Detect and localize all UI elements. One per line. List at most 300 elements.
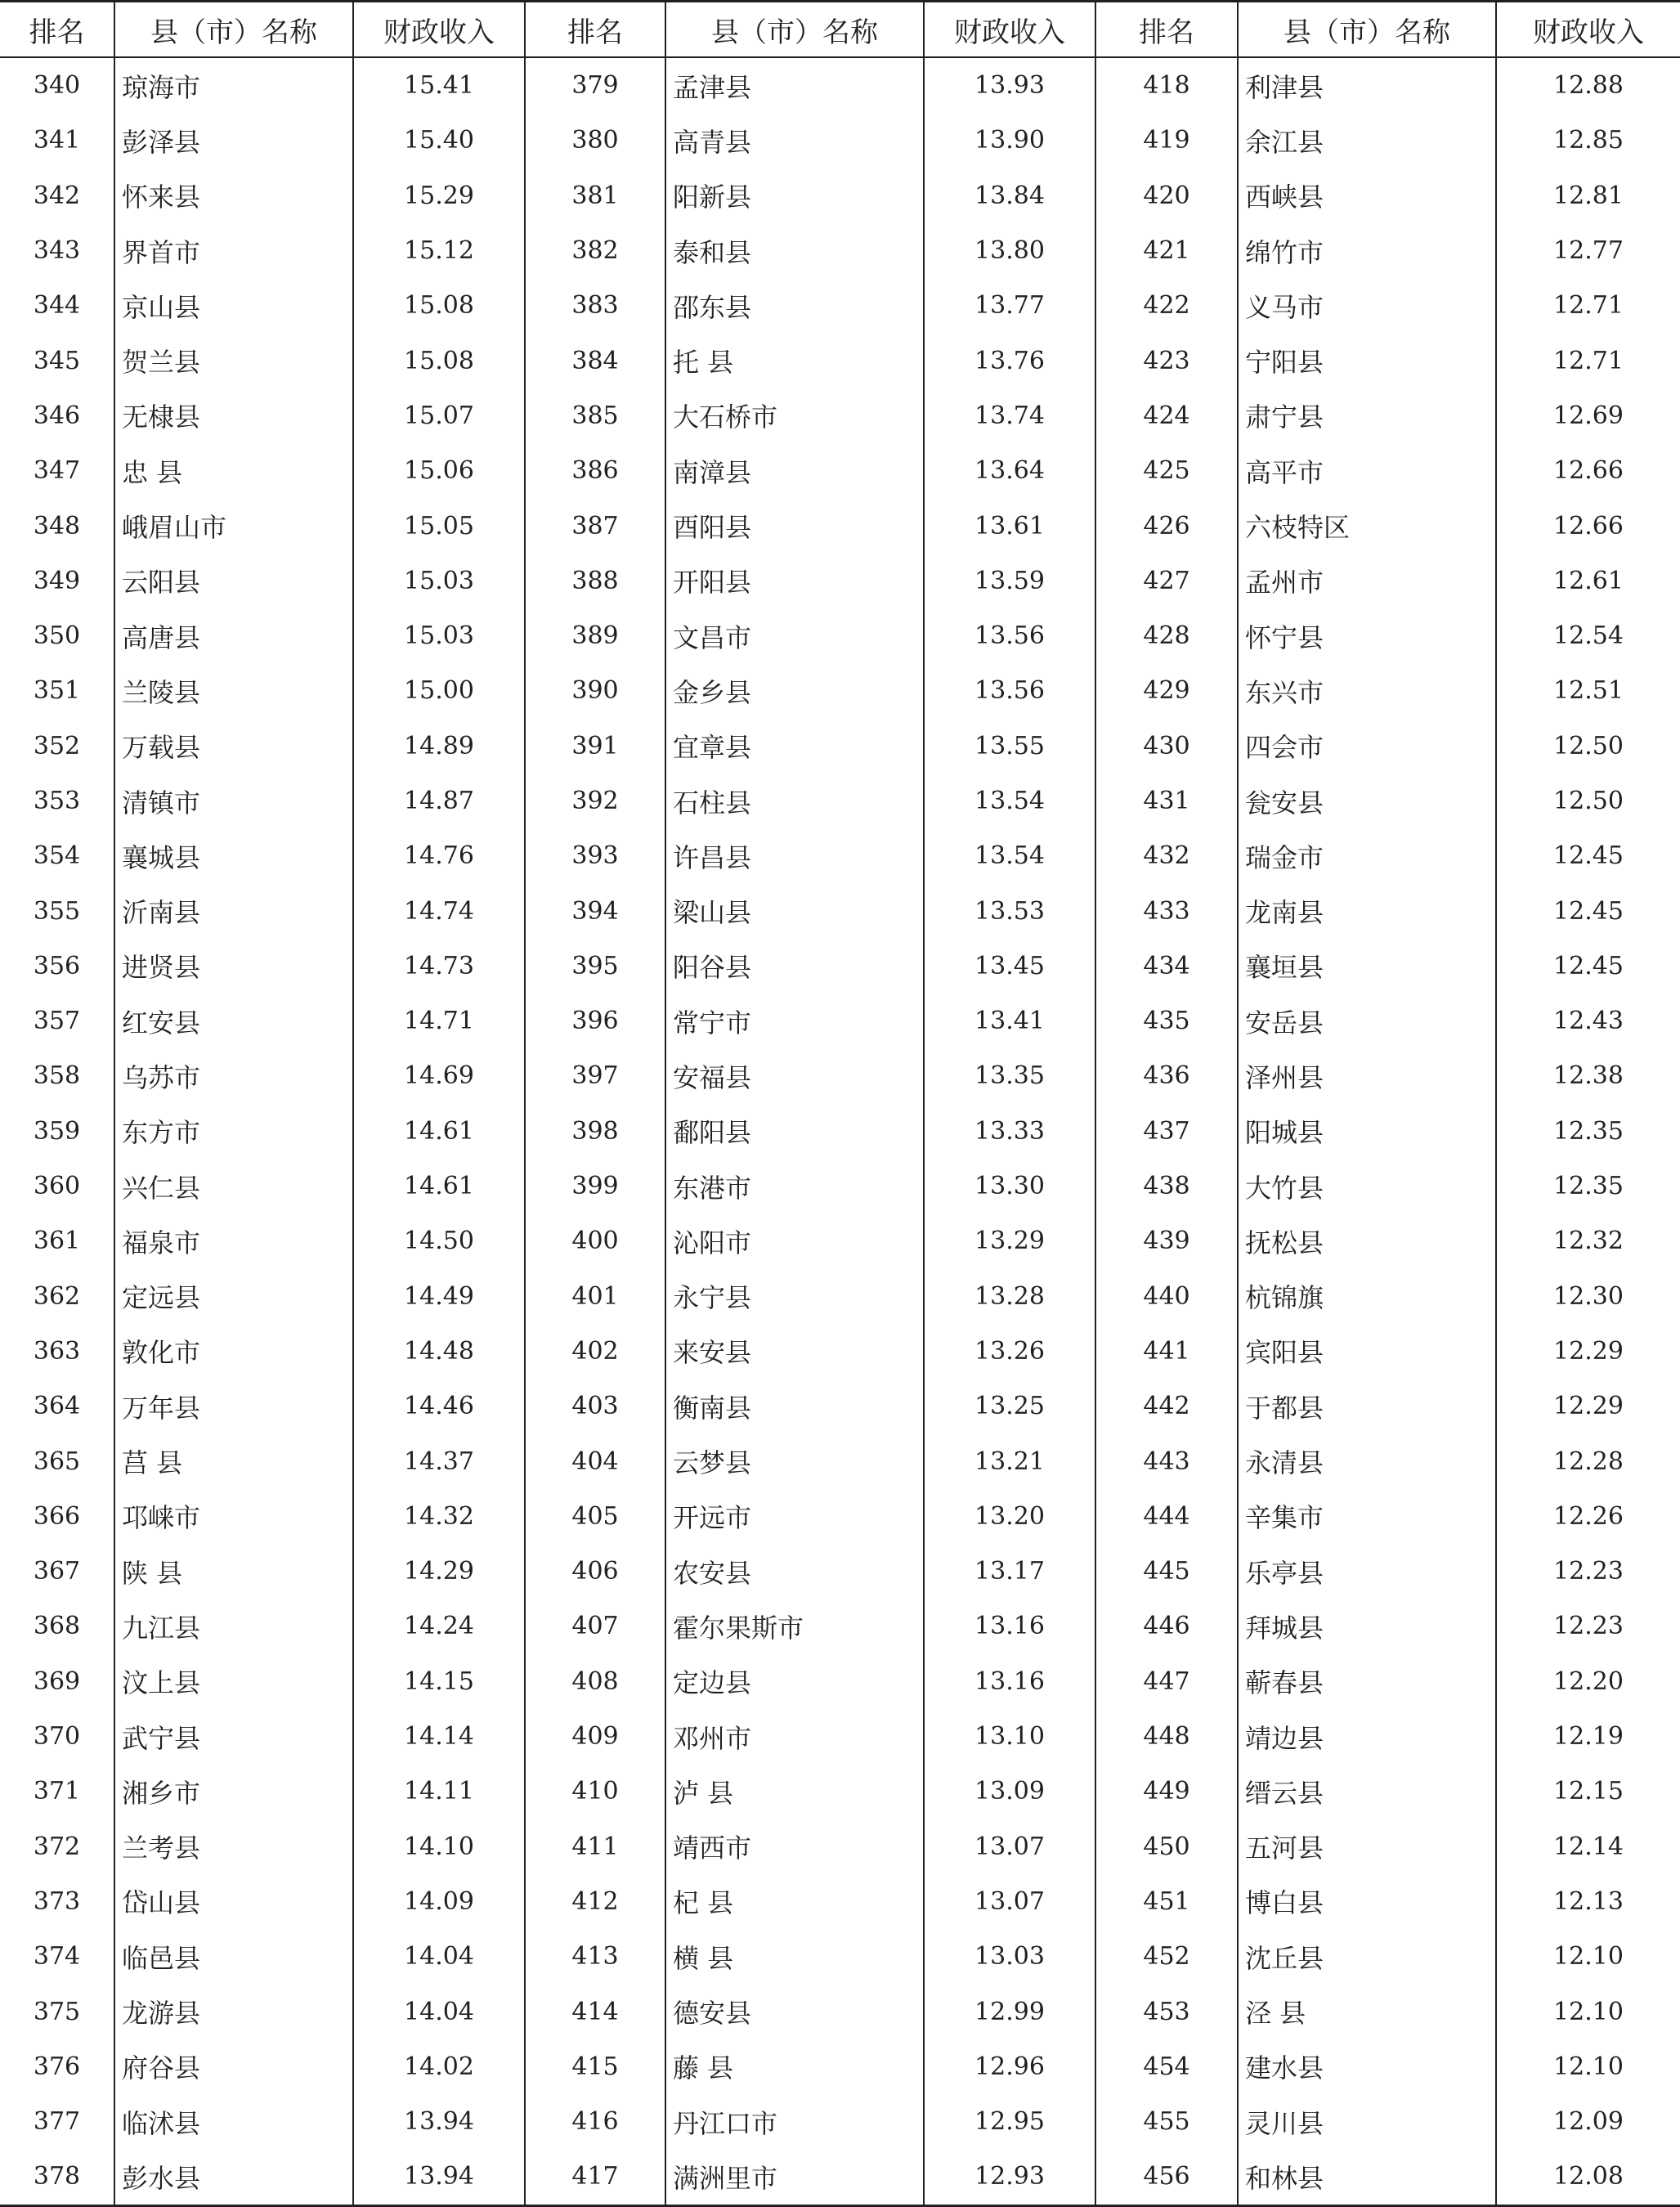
revenue-cell: 14.09 xyxy=(353,1874,525,1929)
rank-cell: 393 xyxy=(525,828,665,883)
rank-cell: 384 xyxy=(525,333,665,388)
rank-cell: 433 xyxy=(1095,883,1238,938)
county-name-cell: 永宁县 xyxy=(665,1269,924,1324)
county-name-cell: 乐亭县 xyxy=(1238,1544,1496,1599)
rank-cell: 409 xyxy=(525,1709,665,1764)
county-name-cell: 莒 县 xyxy=(114,1433,353,1488)
county-name-cell: 西峡县 xyxy=(1238,168,1496,223)
rank-cell: 388 xyxy=(525,554,665,608)
rank-cell: 347 xyxy=(0,443,114,498)
revenue-cell: 13.94 xyxy=(353,2149,525,2205)
table-row xyxy=(0,1654,1680,1709)
revenue-cell: 12.51 xyxy=(1553,676,1624,706)
rank-cell: 367 xyxy=(0,1544,114,1599)
county-name-cell: 红安县 xyxy=(114,994,353,1048)
table-row xyxy=(0,1489,1680,1544)
rank-cell: 346 xyxy=(0,388,114,443)
county-name-cell: 杞 县 xyxy=(665,1874,924,1929)
county-name-cell: 临沭县 xyxy=(114,2094,353,2149)
table-row xyxy=(0,278,1680,333)
county-name-cell: 怀宁县 xyxy=(1238,608,1496,663)
county-name-cell: 敦化市 xyxy=(114,1324,353,1379)
county-name-cell: 彭水县 xyxy=(114,2149,353,2205)
rank-cell: 344 xyxy=(0,278,114,333)
rank-cell: 408 xyxy=(525,1654,665,1709)
rank-cell: 373 xyxy=(0,1874,114,1929)
county-name-cell: 建水县 xyxy=(1238,2039,1496,2094)
county-name-cell: 满洲里市 xyxy=(665,2149,924,2205)
revenue-cell: 14.71 xyxy=(353,994,525,1048)
county-name-cell: 孟津县 xyxy=(665,57,924,113)
county-name-cell: 忠 县 xyxy=(114,443,353,498)
revenue-cell: 14.15 xyxy=(353,1654,525,1709)
revenue-cell: 12.32 xyxy=(1553,1227,1624,1256)
rank-cell: 450 xyxy=(1095,1819,1238,1874)
county-name-cell: 沈丘县 xyxy=(1238,1929,1496,1984)
county-name-cell: 宁阳县 xyxy=(1238,333,1496,388)
rank-cell: 423 xyxy=(1095,333,1238,388)
rank-cell: 391 xyxy=(525,719,665,774)
county-name-cell: 利津县 xyxy=(1238,57,1496,113)
county-name-cell: 府谷县 xyxy=(114,2039,353,2094)
revenue-cell: 12.20 xyxy=(1553,1666,1624,1696)
rank-cell: 362 xyxy=(0,1269,114,1324)
table-row xyxy=(0,2149,1680,2205)
revenue-cell: 15.03 xyxy=(353,554,525,608)
revenue-cell: 12.30 xyxy=(1553,1281,1624,1311)
county-name-cell: 石柱县 xyxy=(665,774,924,828)
revenue-cell: 12.66 xyxy=(1553,511,1624,541)
revenue-cell: 12.71 xyxy=(1553,291,1624,321)
county-name-cell: 怀来县 xyxy=(114,168,353,223)
rank-cell: 341 xyxy=(0,113,114,168)
table-row xyxy=(0,774,1680,828)
revenue-cell: 12.35 xyxy=(1553,1116,1624,1146)
county-name-cell: 兴仁县 xyxy=(114,1159,353,1213)
county-name-cell: 拜城县 xyxy=(1238,1599,1496,1653)
table-row xyxy=(0,168,1680,223)
county-name-cell: 东方市 xyxy=(114,1104,353,1159)
rank-cell: 454 xyxy=(1095,2039,1238,2094)
rank-cell: 356 xyxy=(0,939,114,994)
county-name-cell: 六枝特区 xyxy=(1238,498,1496,553)
rank-cell: 382 xyxy=(525,223,665,278)
revenue-cell: 13.53 xyxy=(924,883,1095,938)
rank-cell: 371 xyxy=(0,1764,114,1819)
table-row xyxy=(0,663,1680,718)
rank-cell: 443 xyxy=(1095,1433,1238,1488)
rank-cell: 442 xyxy=(1095,1379,1238,1433)
table-row xyxy=(0,828,1680,883)
revenue-cell: 14.46 xyxy=(353,1379,525,1433)
rank-cell: 354 xyxy=(0,828,114,883)
revenue-cell: 14.48 xyxy=(353,1324,525,1379)
revenue-cell: 12.10 xyxy=(1553,1997,1624,2026)
county-name-cell: 瑞金市 xyxy=(1238,828,1496,883)
rank-cell: 395 xyxy=(525,939,665,994)
revenue-cell: 12.15 xyxy=(1553,1777,1624,1806)
revenue-cell: 12.77 xyxy=(1553,236,1624,266)
county-name-cell: 贺兰县 xyxy=(114,333,353,388)
revenue-cell: 14.89 xyxy=(353,719,525,774)
rank-cell: 398 xyxy=(525,1104,665,1159)
county-name-cell: 农安县 xyxy=(665,1544,924,1599)
revenue-cell: 12.69 xyxy=(1553,401,1624,430)
header-county-name: 县（市）名称 xyxy=(1238,2,1496,58)
revenue-cell: 12.96 xyxy=(924,2039,1095,2094)
rank-cell: 374 xyxy=(0,1929,114,1984)
rank-cell: 361 xyxy=(0,1213,114,1268)
county-name-cell: 泸 县 xyxy=(665,1764,924,1819)
revenue-cell: 13.56 xyxy=(924,663,1095,718)
rank-cell: 401 xyxy=(525,1269,665,1324)
county-name-cell: 绵竹市 xyxy=(1238,223,1496,278)
county-name-cell: 义马市 xyxy=(1238,278,1496,333)
county-name-cell: 龙游县 xyxy=(114,1984,353,2039)
revenue-cell: 14.76 xyxy=(353,828,525,883)
rank-cell: 369 xyxy=(0,1654,114,1709)
revenue-cell: 13.28 xyxy=(924,1269,1095,1324)
county-name-cell: 杭锦旗 xyxy=(1238,1269,1496,1324)
revenue-cell: 13.17 xyxy=(924,1544,1095,1599)
county-name-cell: 阳新县 xyxy=(665,168,924,223)
revenue-cell: 13.25 xyxy=(924,1379,1095,1433)
revenue-cell: 13.09 xyxy=(924,1764,1095,1819)
county-name-cell: 邓州市 xyxy=(665,1709,924,1764)
county-name-cell: 清镇市 xyxy=(114,774,353,828)
county-name-cell: 开远市 xyxy=(665,1489,924,1544)
county-name-cell: 泽州县 xyxy=(1238,1048,1496,1103)
county-name-cell: 兰考县 xyxy=(114,1819,353,1874)
revenue-cell: 12.38 xyxy=(1553,1061,1624,1091)
county-name-cell: 阳谷县 xyxy=(665,939,924,994)
revenue-cell: 14.24 xyxy=(353,1599,525,1653)
revenue-cell: 14.73 xyxy=(353,939,525,994)
county-name-cell: 定远县 xyxy=(114,1269,353,1324)
rank-cell: 380 xyxy=(525,113,665,168)
header-revenue: 财政收入 xyxy=(353,2,525,58)
county-name-cell: 湘乡市 xyxy=(114,1764,353,1819)
revenue-cell: 15.08 xyxy=(353,278,525,333)
revenue-cell: 13.74 xyxy=(924,388,1095,443)
county-name-cell: 开阳县 xyxy=(665,554,924,608)
revenue-cell: 12.10 xyxy=(1553,2052,1624,2081)
rank-cell: 425 xyxy=(1095,443,1238,498)
county-name-cell: 阳城县 xyxy=(1238,1104,1496,1159)
county-name-cell: 和林县 xyxy=(1238,2149,1496,2205)
county-name-cell: 靖西市 xyxy=(665,1819,924,1874)
county-name-cell: 蕲春县 xyxy=(1238,1654,1496,1709)
county-name-cell: 泰和县 xyxy=(665,223,924,278)
county-name-cell: 大竹县 xyxy=(1238,1159,1496,1213)
rank-cell: 392 xyxy=(525,774,665,828)
header-rank: 排名 xyxy=(525,2,665,58)
revenue-cell: 12.66 xyxy=(1553,456,1624,486)
county-name-cell: 彭泽县 xyxy=(114,113,353,168)
county-name-cell: 兰陵县 xyxy=(114,663,353,718)
rank-cell: 406 xyxy=(525,1544,665,1599)
rank-cell: 394 xyxy=(525,883,665,938)
revenue-cell: 13.30 xyxy=(924,1159,1095,1213)
revenue-cell: 13.07 xyxy=(924,1874,1095,1929)
rank-cell: 340 xyxy=(0,57,114,113)
county-name-cell: 沂南县 xyxy=(114,883,353,938)
county-name-cell: 南漳县 xyxy=(665,443,924,498)
header-row xyxy=(0,2,1680,58)
table-row xyxy=(0,1819,1680,1874)
rank-cell: 343 xyxy=(0,223,114,278)
county-name-cell: 东港市 xyxy=(665,1159,924,1213)
revenue-cell: 12.45 xyxy=(1553,896,1624,926)
county-name-cell: 衡南县 xyxy=(665,1379,924,1433)
table-row xyxy=(0,1599,1680,1653)
rank-cell: 381 xyxy=(525,168,665,223)
table-row xyxy=(0,939,1680,994)
rank-cell: 453 xyxy=(1095,1984,1238,2039)
revenue-cell: 14.29 xyxy=(353,1544,525,1599)
county-name-cell: 云梦县 xyxy=(665,1433,924,1488)
rank-cell: 415 xyxy=(525,2039,665,2094)
rank-cell: 417 xyxy=(525,2149,665,2205)
county-name-cell: 邵东县 xyxy=(665,278,924,333)
revenue-cell: 13.29 xyxy=(924,1213,1095,1268)
table-row xyxy=(0,608,1680,663)
rank-cell: 447 xyxy=(1095,1654,1238,1709)
rank-cell: 389 xyxy=(525,608,665,663)
county-name-cell: 肃宁县 xyxy=(1238,388,1496,443)
county-name-cell: 东兴市 xyxy=(1238,663,1496,718)
revenue-cell: 13.16 xyxy=(924,1599,1095,1653)
table-row xyxy=(0,1104,1680,1159)
revenue-cell: 14.10 xyxy=(353,1819,525,1874)
rank-cell: 353 xyxy=(0,774,114,828)
revenue-cell: 15.07 xyxy=(353,388,525,443)
rank-cell: 421 xyxy=(1095,223,1238,278)
county-name-cell: 界首市 xyxy=(114,223,353,278)
revenue-cell: 13.56 xyxy=(924,608,1095,663)
county-name-cell: 峨眉山市 xyxy=(114,498,353,553)
revenue-cell: 14.61 xyxy=(353,1104,525,1159)
table-row xyxy=(0,554,1680,608)
revenue-cell: 13.16 xyxy=(924,1654,1095,1709)
rank-cell: 404 xyxy=(525,1433,665,1488)
county-name-cell: 陕 县 xyxy=(114,1544,353,1599)
rank-cell: 414 xyxy=(525,1984,665,2039)
rank-cell: 349 xyxy=(0,554,114,608)
county-name-cell: 高平市 xyxy=(1238,443,1496,498)
rank-cell: 378 xyxy=(0,2149,114,2205)
rank-cell: 411 xyxy=(525,1819,665,1874)
county-name-cell: 龙南县 xyxy=(1238,883,1496,938)
revenue-cell: 13.93 xyxy=(924,57,1095,113)
rank-cell: 434 xyxy=(1095,939,1238,994)
county-name-cell: 孟州市 xyxy=(1238,554,1496,608)
revenue-cell: 13.54 xyxy=(924,828,1095,883)
rank-cell: 387 xyxy=(525,498,665,553)
revenue-cell: 12.45 xyxy=(1553,951,1624,980)
rank-cell: 422 xyxy=(1095,278,1238,333)
rank-cell: 397 xyxy=(525,1048,665,1103)
rank-cell: 427 xyxy=(1095,554,1238,608)
county-name-cell: 辛集市 xyxy=(1238,1489,1496,1544)
revenue-cell: 12.50 xyxy=(1553,731,1624,760)
revenue-cell: 14.04 xyxy=(353,1929,525,1984)
county-name-cell: 五河县 xyxy=(1238,1819,1496,1874)
rank-cell: 449 xyxy=(1095,1764,1238,1819)
revenue-cell: 15.12 xyxy=(353,223,525,278)
table-row xyxy=(0,223,1680,278)
county-name-cell: 许昌县 xyxy=(665,828,924,883)
revenue-cell: 12.95 xyxy=(924,2094,1095,2149)
rank-cell: 428 xyxy=(1095,608,1238,663)
rank-cell: 352 xyxy=(0,719,114,774)
revenue-cell: 13.33 xyxy=(924,1104,1095,1159)
revenue-cell: 12.23 xyxy=(1553,1612,1624,1641)
rank-cell: 358 xyxy=(0,1048,114,1103)
rank-cell: 405 xyxy=(525,1489,665,1544)
revenue-cell: 15.03 xyxy=(353,608,525,663)
rank-cell: 448 xyxy=(1095,1709,1238,1764)
rank-cell: 376 xyxy=(0,2039,114,2094)
revenue-cell: 15.40 xyxy=(353,113,525,168)
header-rank: 排名 xyxy=(1095,2,1238,58)
rank-cell: 355 xyxy=(0,883,114,938)
revenue-cell: 15.06 xyxy=(353,443,525,498)
table-row xyxy=(0,1764,1680,1819)
rank-cell: 416 xyxy=(525,2094,665,2149)
header-revenue: 财政收入 xyxy=(924,2,1095,58)
county-name-cell: 临邑县 xyxy=(114,1929,353,1984)
county-name-cell: 福泉市 xyxy=(114,1213,353,1268)
rank-cell: 452 xyxy=(1095,1929,1238,1984)
revenue-cell: 12.26 xyxy=(1553,1501,1624,1531)
county-name-cell: 横 县 xyxy=(665,1929,924,1984)
rank-cell: 400 xyxy=(525,1213,665,1268)
county-name-cell: 余江县 xyxy=(1238,113,1496,168)
table-body xyxy=(0,57,1680,2205)
rank-cell: 429 xyxy=(1095,663,1238,718)
rank-cell: 372 xyxy=(0,1819,114,1874)
rank-cell: 390 xyxy=(525,663,665,718)
rank-cell: 364 xyxy=(0,1379,114,1433)
county-name-cell: 万载县 xyxy=(114,719,353,774)
table-row xyxy=(0,1929,1680,1984)
revenue-cell: 14.04 xyxy=(353,1984,525,2039)
rank-cell: 439 xyxy=(1095,1213,1238,1268)
revenue-cell: 14.87 xyxy=(353,774,525,828)
rank-cell: 366 xyxy=(0,1489,114,1544)
revenue-cell: 12.85 xyxy=(1553,126,1624,155)
rank-cell: 345 xyxy=(0,333,114,388)
table-row xyxy=(0,1048,1680,1103)
rank-cell: 436 xyxy=(1095,1048,1238,1103)
revenue-cell: 12.45 xyxy=(1553,841,1624,871)
header-county-name: 县（市）名称 xyxy=(665,2,924,58)
county-name-cell: 沁阳市 xyxy=(665,1213,924,1268)
revenue-cell: 12.19 xyxy=(1553,1722,1624,1752)
county-name-cell: 乌苏市 xyxy=(114,1048,353,1103)
county-name-cell: 灵川县 xyxy=(1238,2094,1496,2149)
rank-cell: 456 xyxy=(1095,2149,1238,2205)
rank-cell: 420 xyxy=(1095,168,1238,223)
revenue-cell: 14.02 xyxy=(353,2039,525,2094)
revenue-cell: 12.81 xyxy=(1553,181,1624,210)
rank-cell: 407 xyxy=(525,1599,665,1653)
county-name-cell: 酉阳县 xyxy=(665,498,924,553)
rank-cell: 383 xyxy=(525,278,665,333)
revenue-cell: 15.41 xyxy=(353,57,525,113)
revenue-cell: 13.35 xyxy=(924,1048,1095,1103)
table-row xyxy=(0,388,1680,443)
county-name-cell: 武宁县 xyxy=(114,1709,353,1764)
county-name-cell: 汶上县 xyxy=(114,1654,353,1709)
revenue-cell: 12.99 xyxy=(924,1984,1095,2039)
table-row xyxy=(0,883,1680,938)
revenue-cell: 13.76 xyxy=(924,333,1095,388)
revenue-cell: 13.10 xyxy=(924,1709,1095,1764)
table-row xyxy=(0,498,1680,553)
rank-cell: 424 xyxy=(1095,388,1238,443)
revenue-cell: 13.26 xyxy=(924,1324,1095,1379)
table-row xyxy=(0,1213,1680,1268)
county-name-cell: 德安县 xyxy=(665,1984,924,2039)
revenue-cell: 12.88 xyxy=(1553,71,1624,101)
county-name-cell: 安岳县 xyxy=(1238,994,1496,1048)
county-name-cell: 常宁市 xyxy=(665,994,924,1048)
county-name-cell: 襄垣县 xyxy=(1238,939,1496,994)
county-name-cell: 梁山县 xyxy=(665,883,924,938)
revenue-cell: 15.08 xyxy=(353,333,525,388)
rank-cell: 357 xyxy=(0,994,114,1048)
revenue-cell: 13.64 xyxy=(924,443,1095,498)
table-row xyxy=(0,1324,1680,1379)
rank-cell: 402 xyxy=(525,1324,665,1379)
county-name-cell: 宾阳县 xyxy=(1238,1324,1496,1379)
revenue-cell: 14.50 xyxy=(353,1213,525,1268)
county-name-cell: 高青县 xyxy=(665,113,924,168)
revenue-cell: 12.71 xyxy=(1553,346,1624,375)
county-name-cell: 大石桥市 xyxy=(665,388,924,443)
rank-cell: 368 xyxy=(0,1599,114,1653)
revenue-cell: 13.54 xyxy=(924,774,1095,828)
rank-cell: 359 xyxy=(0,1104,114,1159)
table-row xyxy=(0,1984,1680,2039)
rank-cell: 375 xyxy=(0,1984,114,2039)
revenue-cell: 14.49 xyxy=(353,1269,525,1324)
revenue-cell: 12.10 xyxy=(1553,1942,1624,1971)
table-row xyxy=(0,1874,1680,1929)
county-name-cell: 云阳县 xyxy=(114,554,353,608)
revenue-cell: 12.61 xyxy=(1553,566,1624,595)
county-name-cell: 岱山县 xyxy=(114,1874,353,1929)
revenue-cell: 13.03 xyxy=(924,1929,1095,1984)
revenue-cell: 13.77 xyxy=(924,278,1095,333)
county-name-cell: 四会市 xyxy=(1238,719,1496,774)
county-name-cell: 进贤县 xyxy=(114,939,353,994)
county-name-cell: 丹江口市 xyxy=(665,2094,924,2149)
county-name-cell: 京山县 xyxy=(114,278,353,333)
county-name-cell: 邛崃市 xyxy=(114,1489,353,1544)
rank-cell: 365 xyxy=(0,1433,114,1488)
rank-cell: 438 xyxy=(1095,1159,1238,1213)
table-row xyxy=(0,2094,1680,2149)
revenue-cell: 14.61 xyxy=(353,1159,525,1213)
county-name-cell: 琼海市 xyxy=(114,57,353,113)
header-rank: 排名 xyxy=(0,2,114,58)
revenue-cell: 12.14 xyxy=(1553,1832,1624,1861)
rank-cell: 363 xyxy=(0,1324,114,1379)
county-name-cell: 安福县 xyxy=(665,1048,924,1103)
